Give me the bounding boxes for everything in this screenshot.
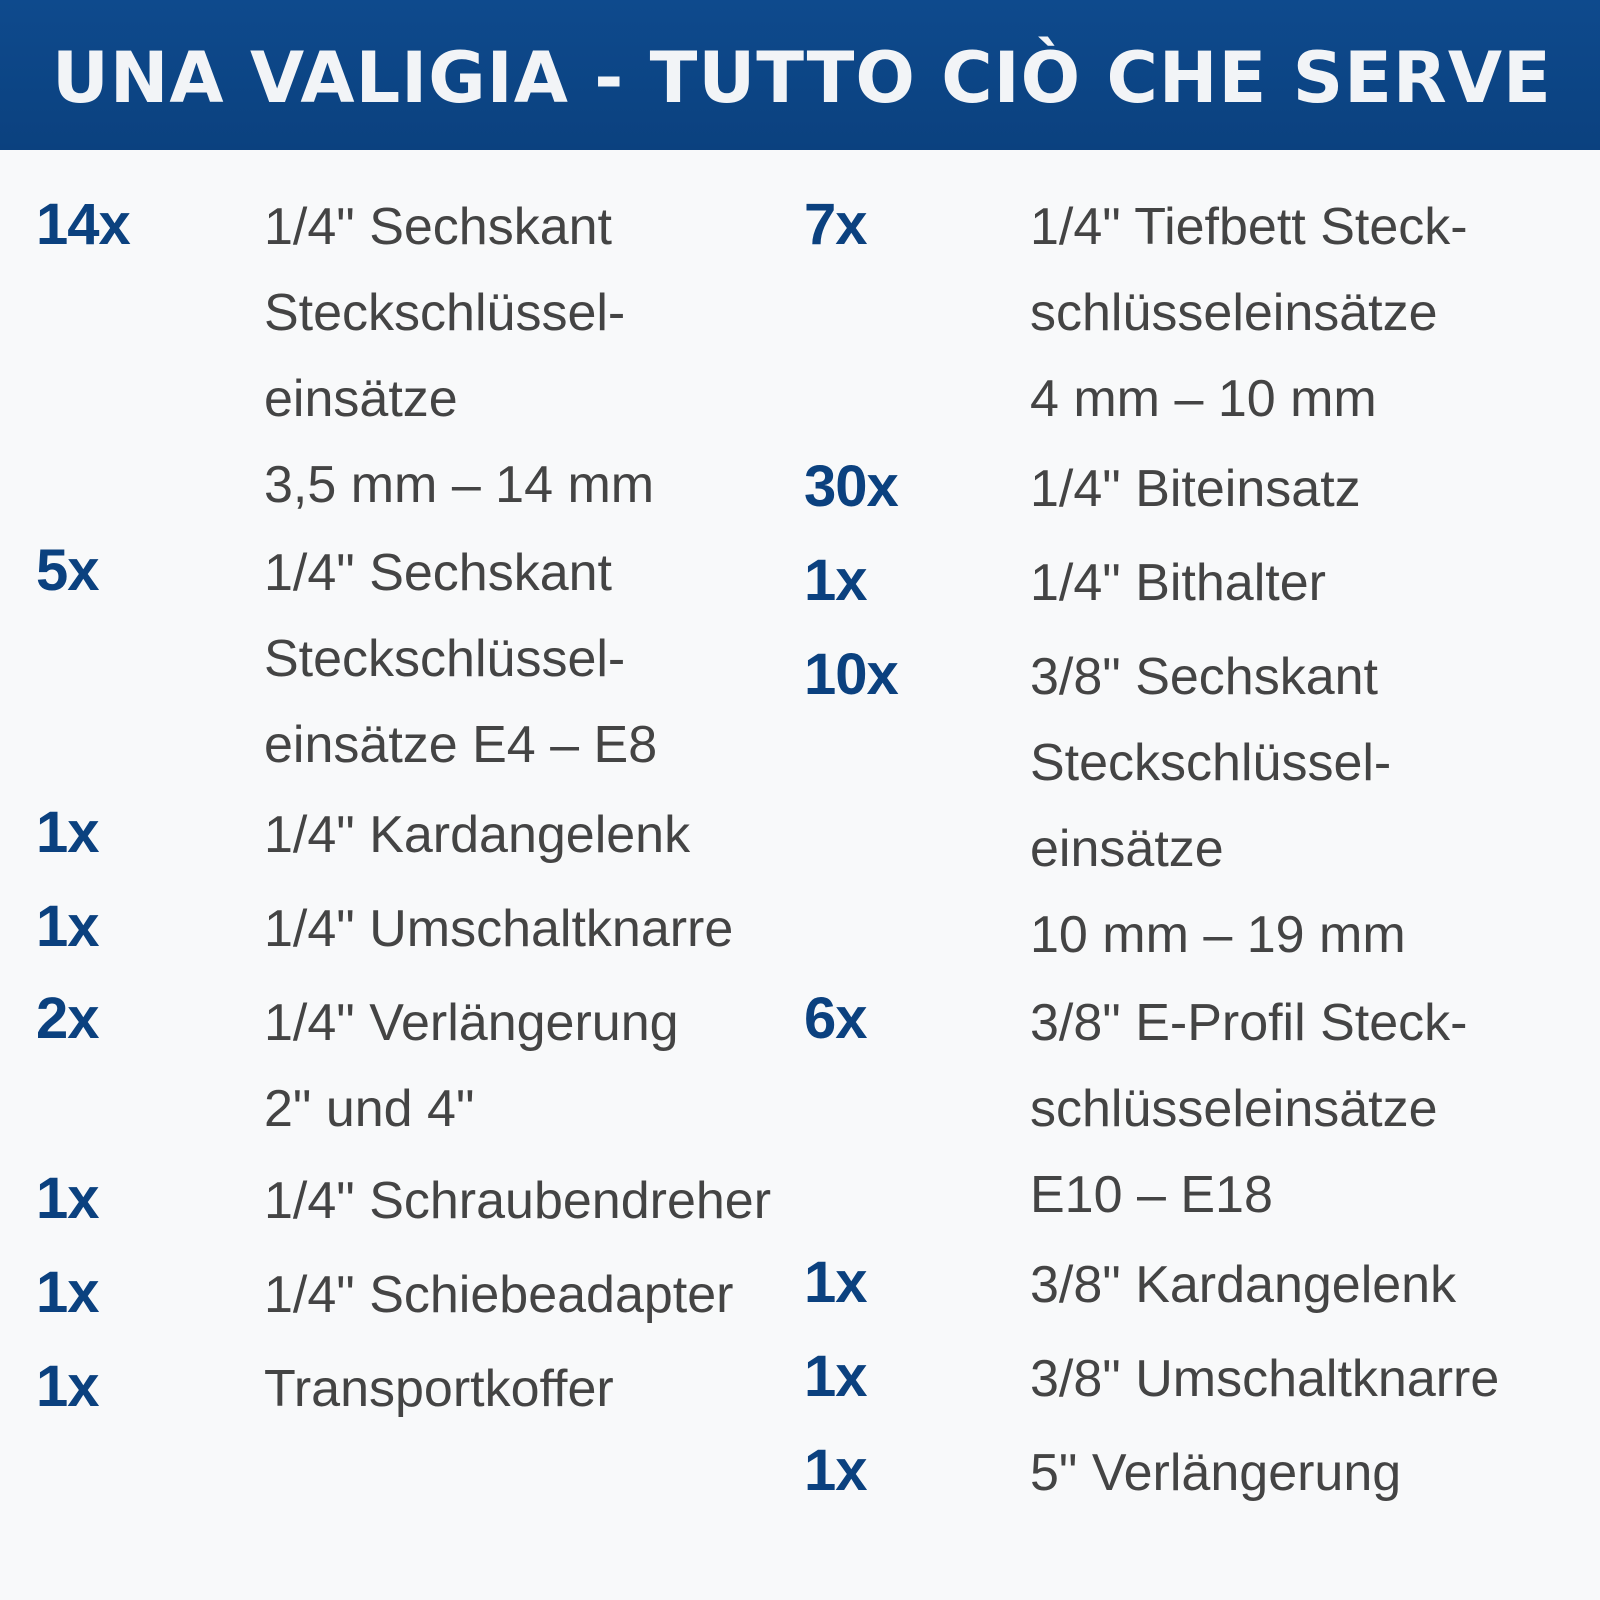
- item-quantity: 30x: [804, 454, 898, 519]
- item-description-line: 1/4" Bithalter: [1030, 554, 1326, 612]
- item-description: [264, 792, 690, 878]
- item-description-line: 4 mm – 10 mm: [1030, 370, 1377, 428]
- item-quantity: 1x: [36, 800, 99, 865]
- item-description-line: 2" und 4": [264, 1080, 475, 1138]
- item-description-line: 3/8" Kardangelenk: [1030, 1256, 1457, 1314]
- item-description-line: einsätze: [264, 370, 458, 428]
- item-description: [1030, 1430, 1401, 1516]
- item-description: [264, 980, 679, 1152]
- item-description: [1030, 1336, 1499, 1422]
- item-description-line: 1/4" Tiefbett Steck-: [1030, 198, 1468, 256]
- item-quantity: 1x: [36, 1260, 99, 1325]
- item-description: [264, 886, 733, 972]
- item-description-line: 1/4" Umschaltknarre: [264, 900, 734, 958]
- item-quantity: 1x: [36, 894, 99, 959]
- item-description-line: 1/4" Biteinsatz: [1030, 460, 1361, 518]
- header-banner: [0, 0, 1600, 150]
- item-description-line: 5" Verlängerung: [1030, 1444, 1402, 1502]
- item-quantity: 1x: [36, 1166, 99, 1231]
- item-quantity: 1x: [804, 1438, 867, 1503]
- item-description-line: Steckschlüssel-: [1030, 734, 1392, 792]
- item-description: [1030, 446, 1361, 532]
- item-description-line: 3,5 mm – 14 mm: [264, 456, 655, 514]
- item-description-line: E10 – E18: [1030, 1166, 1273, 1224]
- item-description-line: schlüsseleinsätze: [1030, 1080, 1438, 1138]
- item-description-line: Steckschlüssel-: [264, 630, 626, 688]
- item-description: [264, 530, 657, 788]
- item-description-line: 10 mm – 19 mm: [1030, 906, 1406, 964]
- item-quantity: 1x: [804, 1250, 867, 1315]
- item-quantity: 7x: [804, 192, 867, 257]
- item-description: [264, 1252, 733, 1338]
- item-description-line: 3/8" Sechskant: [1030, 648, 1379, 706]
- item-description: [1030, 980, 1467, 1238]
- item-quantity: 1x: [36, 1354, 99, 1419]
- item-quantity: 2x: [36, 986, 99, 1051]
- item-description: [264, 1158, 771, 1244]
- item-description: [1030, 1242, 1456, 1328]
- item-description: [1030, 634, 1406, 978]
- item-description-line: Steckschlüssel-: [264, 284, 626, 342]
- item-description-line: 3/8" Umschaltknarre: [1030, 1350, 1500, 1408]
- item-description-line: 1/4" Kardangelenk: [264, 806, 691, 864]
- item-quantity: 14x: [36, 192, 130, 257]
- item-description-line: einsätze: [1030, 820, 1224, 878]
- item-description: [1030, 184, 1468, 442]
- item-quantity: 1x: [804, 1344, 867, 1409]
- item-description-line: 1/4" Sechskant: [264, 544, 613, 602]
- item-quantity: 10x: [804, 642, 898, 707]
- item-description-line: 3/8" E-Profil Steck-: [1030, 994, 1468, 1052]
- item-description: [264, 184, 654, 528]
- item-description-line: 1/4" Sechskant: [264, 198, 613, 256]
- item-description-line: 1/4" Schraubendreher: [264, 1172, 772, 1230]
- item-description-line: 1/4" Verlängerung: [264, 994, 679, 1052]
- item-quantity: 5x: [36, 538, 99, 603]
- item-description: [1030, 540, 1326, 626]
- item-description-line: 1/4" Schiebeadapter: [264, 1266, 734, 1324]
- item-description-line: Transportkoffer: [264, 1360, 614, 1418]
- item-description: [264, 1346, 614, 1432]
- item-quantity: 6x: [804, 986, 867, 1051]
- item-quantity: 1x: [804, 548, 867, 613]
- item-description-line: einsätze E4 – E8: [264, 716, 658, 774]
- page-title: UNA VALIGIA - TUTTO CIÒ CHE SERVE: [52, 37, 1552, 119]
- item-description-line: schlüsseleinsätze: [1030, 284, 1438, 342]
